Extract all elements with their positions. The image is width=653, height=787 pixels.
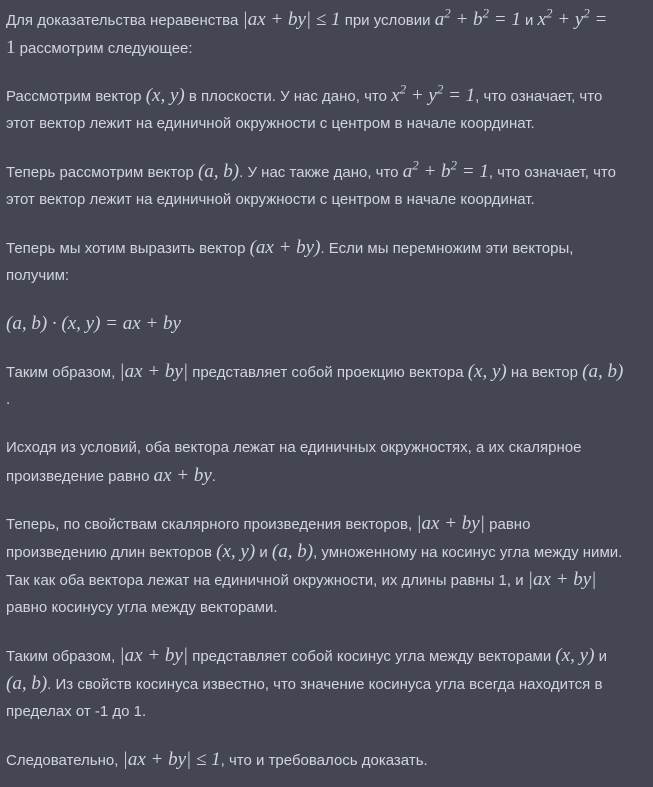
math-circle-xy: $x^2 + y^2 = 1$ — [391, 81, 476, 106]
math-expression: (ax + by) — [249, 237, 321, 258]
math-inequality: |ax + by| ≤ 1 — [122, 749, 221, 770]
math-condition-xy: $x^2 + y^2$ = — [537, 5, 608, 30]
paragraph-conclusion: Следовательно, |ax + by| ≤ 1, что и требовалось доказать. — [6, 749, 428, 770]
answer-text — [6, 6, 653, 774]
paragraph-dot-product — [6, 310, 653, 338]
text: Для доказательства неравенства — [6, 12, 243, 29]
paragraph-properties: Теперь, по свойствам скалярного произведения векторов, |ax + by| равно произведению длин векторов (x, y) и (a, b), умноженному на косинус угла между ними. Так как оба вектора лежат на единичной окружности, их длины равны 1, и |ax + by| равно косинусу угла между векторами. — [6, 513, 623, 616]
math-inequality: |ax + by| ≤ 1 — [242, 9, 341, 30]
paragraph-conditions: Исходя из условий, оба вектора лежат на единичных окружностях, а их скалярное произведение равно ax + by. — [6, 439, 582, 486]
text: и — [520, 12, 538, 29]
math-one: 1 — [6, 37, 16, 58]
text: рассмотрим следующее: — [15, 40, 193, 57]
math-dot-product: (a, b) · (x, y) = ax + by — [6, 313, 181, 334]
math-circle-ab: $a^2 + b^2 = 1$ — [402, 157, 489, 182]
paragraph-cosine: Таким образом, |ax + by| представляет собой косинус угла между векторами (x, y) и (a, b). Из свойств косинуса известно, что значение косинуса угла всегда находится в пределах от -1 до 1. — [6, 645, 607, 720]
paragraph-intro — [6, 6, 653, 62]
math-condition-ab: $a^2 + b^2 = 1$ — [434, 5, 521, 30]
paragraph-projection: Таким образом, |ax + by| представляет собой проекцию вектора (x, y) на вектор (a, b) . — [6, 361, 624, 408]
math-vector-xy: (x, y) — [145, 85, 185, 106]
paragraph-vector-xy: Рассмотрим вектор (x, y) в плоскости. У нас дано, что $x^2 + y^2 = 1$, что означает, что этот вектор лежит на единичной окружности с центром в начале координат. — [6, 81, 603, 132]
math-vector-ab: (a, b) — [197, 161, 240, 182]
text: при условии — [340, 12, 435, 29]
paragraph-express-vector: Теперь мы хотим выразить вектор (ax + by). Если мы перемножим эти векторы, получим: — [6, 237, 574, 284]
paragraph-vector-ab: Теперь рассмотрим вектор (a, b). У нас также дано, что $a^2 + b^2 = 1$, что означает, что этот вектор лежит на единичной окружности с центром в начале координат. — [6, 157, 616, 208]
